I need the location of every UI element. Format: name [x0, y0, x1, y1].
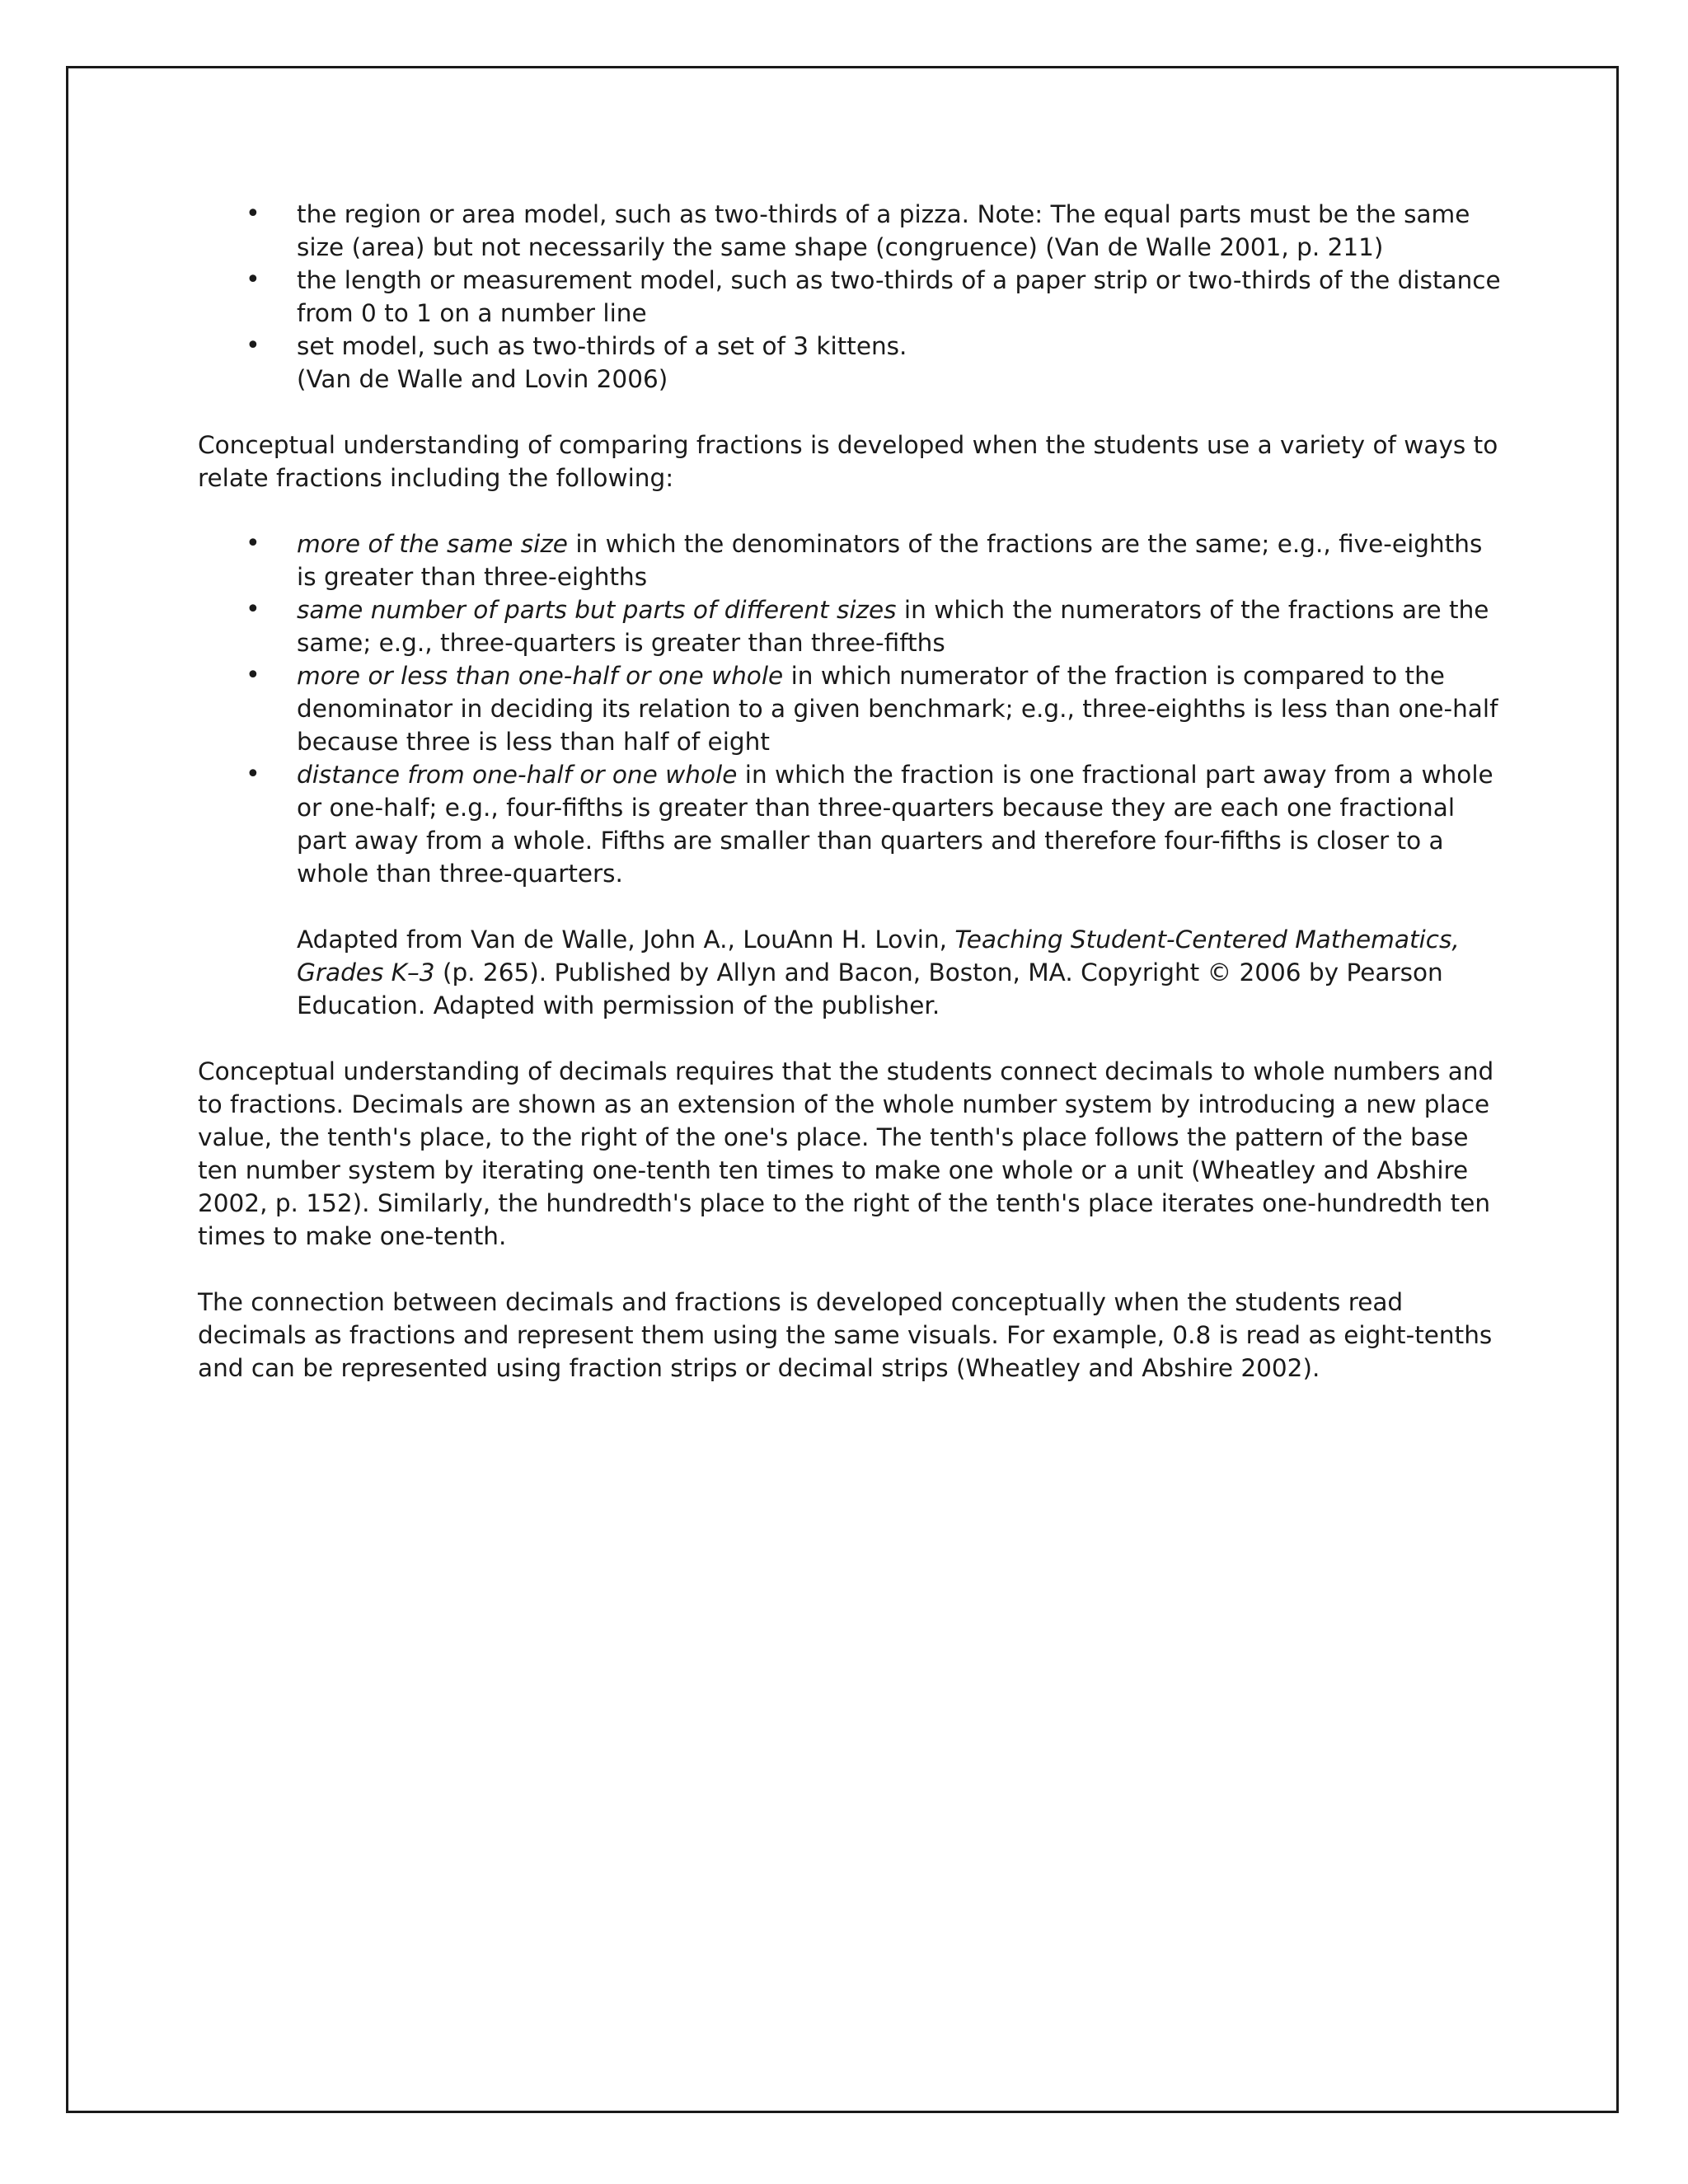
- model-list: [198, 198, 1508, 396]
- citation-prefix: Adapted from Van de Walle, John A., LouAnn H. Lovin,: [297, 926, 955, 954]
- list-item: [198, 659, 1508, 758]
- list-item-term: distance from one-half or one whole: [297, 761, 738, 789]
- comparison-list: [198, 527, 1508, 890]
- list-item: [198, 758, 1508, 890]
- list-item: [198, 330, 1508, 396]
- list-item-text: the length or measurement model, such as two-thirds of a paper strip or two-thirds of the distance from 0 to 1 on a number line: [297, 266, 1501, 327]
- bullet-icon: •: [246, 265, 260, 294]
- list-item-text: set model, such as two-thirds of a set of 3 kittens.: [297, 332, 907, 360]
- list-item-text: in which the numerators of the fractions are the same; e.g., three-quarters is greater than three-fifths: [297, 596, 1489, 657]
- document-body: [198, 198, 1508, 1385]
- citation-suffix: (p. 265). Published by Allyn and Bacon, Boston, MA. Copyright © 2006 by Pearson Education. Adapted with permission of the publisher.: [297, 958, 1443, 1019]
- list-item-term: same number of parts but parts of different sizes: [297, 596, 897, 624]
- list-item-citation: (Van de Walle and Lovin 2006): [297, 365, 668, 393]
- list-item: [198, 198, 1508, 264]
- decimals-fractions-paragraph: The connection between decimals and fractions is developed conceptually when the students read decimals as fractions and represent them using the same visuals. For example, 0.8 is read as eight-tenths and can be represented using fraction strips or decimal strips (Wheatley and Abshire 2002).: [198, 1288, 1493, 1382]
- bullet-icon: •: [246, 331, 260, 360]
- list-item-text: in which the denominators of the fractions are the same; e.g., five-eighths is greater than three-eighths: [297, 530, 1483, 591]
- list-item: [198, 593, 1508, 659]
- bullet-icon: •: [246, 760, 260, 789]
- citation-book-title: Teaching Student-Centered Mathematics, Grades K–3: [297, 926, 1460, 987]
- list-item-text: the region or area model, such as two-thirds of a pizza. Note: The equal parts must be the same size (area) but not necessarily the same shape (congruence) (Van de Walle 2001, p. 211): [297, 200, 1470, 261]
- bullet-icon: •: [246, 595, 260, 624]
- list-item-text: in which the fraction is one fractional part away from a whole or one-half; e.g., four-fifths is greater than three-quarters because they are each one fractional part away from a whole. Fifths are smaller than quarters and therefore four-fifths is closer to a whole than three-quarters.: [297, 761, 1493, 888]
- list-item-text: in which numerator of the fraction is compared to the denominator in deciding its relation to a given benchmark; e.g., three-eighths is less than one-half because three is less than half of eight: [297, 662, 1498, 756]
- list-item-term: more of the same size: [297, 530, 568, 558]
- decimals-paragraph: Conceptual understanding of decimals requires that the students connect decimals to whole numbers and to fractions. Decimals are shown as an extension of the whole number system by introducing a new place value, the tenth's place, to the right of the one's place. The tenth's place follows the pattern of the base ten number system by iterating one-tenth ten times to make one whole or a unit (Wheatley and Abshire 2002, p. 152). Similarly, the hundredth's place to the right of the tenth's place iterates one-hundredth ten times to make one-tenth.: [198, 1057, 1494, 1250]
- comparing-fractions-intro: Conceptual understanding of comparing fractions is developed when the students use a variety of ways to relate fractions including the following:: [198, 431, 1498, 492]
- list-item: [198, 527, 1508, 593]
- bullet-icon: •: [246, 529, 260, 558]
- bullet-icon: •: [246, 661, 260, 690]
- bullet-icon: •: [246, 199, 260, 228]
- list-item: [198, 264, 1508, 330]
- source-citation: [198, 923, 1508, 1022]
- list-item-term: more or less than one-half or one whole: [297, 662, 784, 690]
